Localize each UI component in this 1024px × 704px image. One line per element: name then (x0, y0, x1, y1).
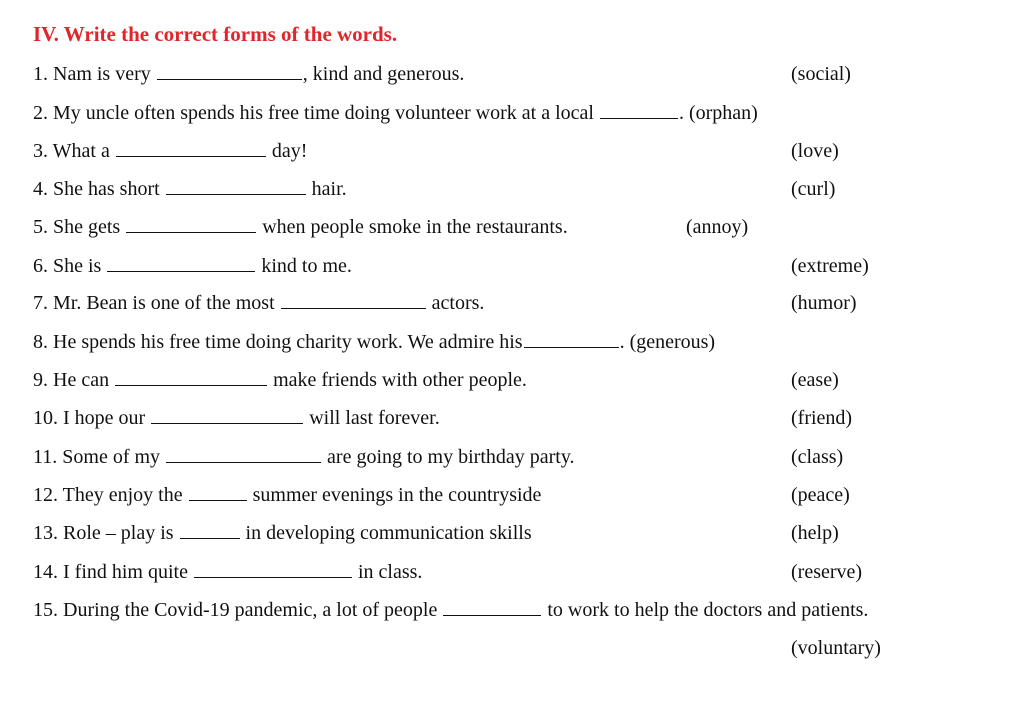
word-hint: (extreme) (791, 255, 869, 277)
word-hint: (ease) (791, 369, 839, 391)
item-text-after: to work to help the doctors and patients. (542, 599, 869, 621)
item-text-before: 5. She gets (33, 216, 126, 238)
item-text-after: in developing communication skills (240, 522, 532, 544)
item-text-before: 4. She has short (33, 178, 165, 200)
exercise-item-13 (33, 521, 532, 545)
item-text-before: 3. What a (33, 140, 115, 162)
item-text-before: 15. During the Covid-19 pandemic, a lot of people (33, 599, 443, 621)
word-hint: (friend) (791, 407, 853, 429)
exercise-item-4 (33, 177, 347, 201)
answer-blank[interactable] (151, 408, 303, 424)
answer-blank[interactable] (116, 141, 266, 157)
item-text-after: will last forever. (304, 407, 440, 429)
answer-blank[interactable] (194, 562, 352, 578)
word-hint: (class) (791, 446, 844, 468)
item-text-before: 14. I find him quite (33, 561, 193, 583)
word-hint: (annoy) (686, 216, 749, 238)
answer-blank[interactable] (166, 447, 321, 463)
item-text-after: , kind and generous. (302, 63, 465, 85)
item-text-after: are going to my birthday party. (322, 446, 575, 468)
item-text-after: . (678, 102, 689, 124)
item-text-before: 10. I hope our (33, 407, 151, 429)
exercise-item-1 (33, 62, 464, 86)
answer-blank[interactable] (115, 370, 267, 386)
exercise-item-15 (33, 598, 868, 622)
word-hint: (voluntary) (791, 637, 881, 659)
word-hint: (reserve) (791, 561, 863, 583)
item-text-before: 6. She is (33, 255, 107, 277)
answer-blank[interactable] (189, 485, 247, 501)
item-text-before: 11. Some of my (33, 446, 166, 468)
item-text-before: 7. Mr. Bean is one of the most (33, 292, 280, 314)
item-text-before: 13. Role – play is (33, 522, 179, 544)
exercise-item-2 (33, 101, 758, 125)
item-text-before: 12. They enjoy the (33, 484, 188, 506)
exercise-item-14 (33, 560, 422, 584)
item-text-after: in class. (352, 561, 423, 583)
exercise-item-8 (33, 330, 715, 354)
item-text-after: kind to me. (256, 255, 352, 277)
answer-blank[interactable] (107, 256, 255, 272)
exercise-item-11 (33, 445, 575, 469)
answer-blank[interactable] (281, 293, 426, 309)
answer-blank[interactable] (524, 332, 619, 348)
exercise-item-5 (33, 215, 568, 239)
item-text-after: hair. (306, 178, 347, 200)
exercise-item-3 (33, 139, 307, 163)
item-text-before: 1. Nam is very (33, 63, 156, 85)
item-text-after: actors. (426, 292, 485, 314)
item-text-after: day! (266, 140, 308, 162)
item-text-after: when people smoke in the restaurants. (257, 216, 568, 238)
answer-blank[interactable] (600, 103, 678, 119)
answer-blank[interactable] (180, 523, 240, 539)
word-hint: (love) (791, 140, 839, 162)
item-text-after: make friends with other people. (268, 369, 527, 391)
exercise-item-12 (33, 483, 541, 507)
exercise-item-7 (33, 291, 484, 315)
word-hint: (curl) (791, 178, 836, 200)
word-hint: (help) (791, 522, 839, 544)
answer-blank[interactable] (157, 64, 302, 80)
item-text-before: 9. He can (33, 369, 115, 391)
exercise-item-10 (33, 406, 440, 430)
exercise-title: IV. Write the correct forms of the words. (33, 22, 398, 46)
word-hint: (humor) (791, 292, 857, 314)
item-text-before: 8. He spends his free time doing charity work. We admire his (33, 331, 523, 353)
word-hint: (social) (791, 63, 851, 85)
answer-blank[interactable] (443, 600, 541, 616)
exercise-item-6 (33, 254, 352, 278)
exercise-item-9 (33, 368, 527, 392)
word-hint: (generous) (629, 331, 716, 353)
item-text-after: summer evenings in the countryside (247, 484, 542, 506)
item-text-before: 2. My uncle often spends his free time doing volunteer work at a local (33, 102, 599, 124)
item-text-after: . (619, 331, 630, 353)
word-hint: (peace) (791, 484, 850, 506)
answer-blank[interactable] (126, 217, 256, 233)
word-hint: (orphan) (688, 102, 758, 124)
answer-blank[interactable] (166, 179, 306, 195)
